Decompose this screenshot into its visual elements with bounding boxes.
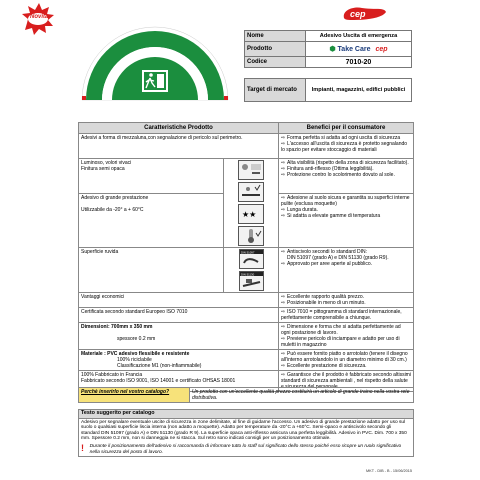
- arrow-icon: ⇨: [281, 212, 286, 219]
- takecare-icon: ⬢: [329, 46, 336, 53]
- benefit-text: ⇨ ISO 7010 = pittogramma di standard internazionale, perfettamente comprensibile a chiunque.: [281, 309, 402, 321]
- document-code: MKT - DIB - B - 15/06/2015: [366, 469, 412, 473]
- sun-fade-icon: [238, 160, 264, 180]
- table-row: [79, 293, 414, 308]
- arrow-icon: ⇨: [281, 141, 286, 147]
- benefit-text: ⇨ Adesione al suolo sicura e garantita su superfici interne pulite (esclusa moquette): [281, 194, 410, 207]
- table-row: [79, 418, 414, 457]
- insert-question: Perchè inserirlo nel vostro catalogo?: [79, 388, 190, 403]
- column-header-characteristics: Caratteristiche Prodotto: [79, 123, 279, 134]
- benefit-text: ⇨ Protezione contro lo scolorimento dovuto al sole.: [281, 172, 395, 178]
- takecare-label: Take Care: [337, 46, 371, 53]
- catalog-text-title: Testo suggerito per catalogo: [79, 410, 414, 419]
- warning-icon: !: [81, 442, 84, 453]
- arrow-icon: ⇨: [281, 300, 286, 306]
- feature-text: Vantaggi economici: [81, 294, 125, 300]
- arrow-icon: ⇨: [281, 249, 286, 255]
- insert-answer: Un prodotto con un'eccellente qualità prezzo costituirà un articolo di grande traino nella vostra rete distributiva.: [190, 388, 414, 403]
- info-row-product: [245, 42, 412, 57]
- feature-text: Fabbricato secondo ISO 9001, ISO 14001 e certificato OHSAS 18001: [81, 378, 236, 384]
- table-row: [79, 159, 414, 194]
- arrow-icon: ⇨: [281, 206, 286, 213]
- feature-icons-2: [224, 248, 279, 293]
- table-row: [79, 350, 414, 371]
- benefit-text: ⇨ Lunga durata.: [281, 206, 318, 213]
- benefit-text: ⇨ Eccellente rapporto qualità prezzo.: [281, 294, 364, 300]
- catalog-text-table: [78, 409, 414, 457]
- takecare-cep-logo: cep: [375, 46, 388, 53]
- arrow-icon: ⇨: [281, 166, 286, 172]
- info-label: Codice: [245, 57, 306, 68]
- feature-text: Finitura semi opaca: [81, 166, 125, 172]
- benefit-text: ⇨ L'accesso all'uscita di sicurezza è protetto segnalando lo spazio per evitare stoccaggio di materiali: [281, 141, 408, 153]
- feature-text: Utilizzabile da -20° a + 60°C: [81, 206, 144, 213]
- emergency-exit-sign-icon: [80, 26, 230, 102]
- benefit-text: ⇨ Posizionabile in meno di un minuto.: [281, 300, 366, 306]
- arrow-icon: ⇨: [281, 324, 286, 330]
- info-spacer: [245, 68, 412, 79]
- info-label: Prodotto: [245, 42, 306, 57]
- benefit-text: ⇨ Antiscivolo secondi lo standard DIN:: [281, 249, 368, 255]
- arrow-icon: ⇨: [281, 363, 286, 369]
- info-label: Target di mercato: [245, 79, 306, 102]
- arrow-icon: ⇨: [281, 172, 286, 178]
- table-row: [79, 308, 414, 323]
- feature-text: spessore 0.2 mm: [117, 336, 156, 342]
- svg-text:DIN 51097: DIN 51097: [240, 250, 254, 255]
- feature-text: 100% riciclabile: [117, 357, 152, 363]
- table-row: [79, 388, 414, 403]
- table-row: [79, 410, 414, 419]
- adhesion-icon: [238, 182, 264, 202]
- benefit-text: ⇨ Previene pericolo di inciampare e adatto per uso di muletti in magazzino: [281, 336, 400, 348]
- catalog-paragraph: Adesivo per segnalare eventuale uscite di sicurezza in zone delimitate, al fine di guidarne l'accesso. Un adesivo di grande prestazione adatto per uso sul suolo o qualsiasi superficie liscia interna (non adatto a moquette). Adatto per temperature da -20°C a +60°C. Semi-opaco e antiscivolo secondo gli standard DIN 51097 (grado A) e DIN 51130 (grado R 9). La superficie opaca anti-riflesso assicura una perfetta leggibilità. Adesivo in PVC. Dim. 700 x 350 mm. Spessore 0.2 mm, non si danneggia ne si stacca. Sul retro sono indicati consigli per un posizionamento ottimale.: [81, 419, 407, 442]
- arrow-icon: ⇨: [281, 160, 286, 166]
- catalog-note-text: Durante il posizionamento dell'adesivo si raccomanda di informare tutto lo staff sul significato dello stesso poiché esso ricopre un ruolo significativo nella sicurezza del posto di lavoro.: [89, 443, 402, 455]
- feature-text: Materiale : PVC adesivo flessibile e resistente: [81, 351, 190, 357]
- feature-text: Certificata secondo standard Europeo ISO 7010: [81, 309, 188, 315]
- benefit-text: ⇨ Forma perfetta si adatta ad ogni uscita di sicurezza: [281, 135, 401, 141]
- feature-text: Classificazione M1 (non-infiammabile): [117, 363, 202, 369]
- novita-label: Novità: [30, 14, 49, 20]
- arrow-icon: ⇨: [281, 351, 286, 357]
- benefit-text: ⇨ Dimensione e forma che si adatta perfettamente ad ogni postazione di lavoro.: [281, 324, 401, 336]
- takecare-logo: [306, 42, 412, 57]
- durability-icon: [238, 204, 264, 224]
- info-value: 7010-20: [306, 57, 412, 68]
- benefit-text: DIN 51097 (grado A) e DIN 51130 (grado R9).: [287, 255, 389, 261]
- benefit-text: ⇨ Approvato per aree aperte al pubblico.: [281, 261, 373, 267]
- feature-text: Dimensioni: 700mm x 350 mm: [81, 324, 153, 330]
- benefit-text: ⇨ Garantisce che il prodotto è fabbricato secondo altissimi standard di sicurezza ambientali , nel rispetto della salute e sicurezza del personale.: [281, 372, 411, 390]
- benefit-text: ⇨ Può essere fornito piatto o arrotolato (tenere il disegno all'interno arrotolandolo in un diametro minimo di 30 cm.): [281, 351, 408, 363]
- svg-text:★★: ★★: [242, 210, 257, 219]
- info-label: Nome: [245, 31, 306, 42]
- cep-logo: [338, 4, 388, 24]
- arrow-icon: ⇨: [281, 194, 286, 201]
- table-row: [79, 248, 414, 293]
- table-row: [79, 134, 414, 159]
- info-value: Adesivo Uscita di emergenza: [306, 31, 412, 42]
- info-value: Impianti, magazzini, edifici pubblici: [306, 79, 412, 102]
- novita-badge: [16, 2, 86, 36]
- arrow-icon: ⇨: [281, 261, 286, 267]
- takecare-brand: [329, 46, 387, 53]
- arrow-icon: ⇨: [281, 372, 286, 378]
- feature-text: Superficie ruvida: [81, 249, 119, 255]
- novita-star-icon: [16, 2, 86, 36]
- info-row-name: [245, 31, 412, 42]
- din-51130-icon: [239, 271, 264, 291]
- table-row: [79, 323, 414, 350]
- characteristics-table: [78, 122, 414, 392]
- benefit-text: ⇨ Finitura anti-riflesso (Ottima leggibilità).: [281, 166, 374, 172]
- catalog-note: [81, 444, 411, 455]
- feature-text: Luminoso, volori vivaci: [81, 160, 132, 166]
- arrow-icon: ⇨: [281, 336, 286, 342]
- benefit-text: ⇨ Eccellente prestazione di sicurezza.: [281, 363, 367, 369]
- benefit-text: ⇨ Si adatta a elevate gamme di temperatura: [281, 212, 381, 219]
- column-header-benefits: Benefici per il consumatore: [279, 123, 414, 134]
- feature-text: Adesivo di grande prestazione: [81, 194, 149, 201]
- feature-icons-1: [224, 159, 279, 248]
- temperature-icon: [238, 226, 264, 246]
- emergency-exit-sign: [80, 26, 230, 102]
- arrow-icon: ⇨: [281, 135, 286, 141]
- arrow-icon: ⇨: [281, 294, 286, 300]
- info-row-code: [245, 57, 412, 68]
- catalog-insert-table: [78, 387, 414, 403]
- svg-text:DIN 51130: DIN 51130: [240, 272, 254, 277]
- cep-logo-icon: [338, 4, 388, 24]
- info-row-target: [245, 79, 412, 102]
- table-header-row: [79, 123, 414, 134]
- cep-logo-text: cep: [350, 9, 366, 19]
- din-51097-icon: [239, 249, 264, 269]
- product-info-table: [244, 30, 412, 102]
- feature-text: 100% Fabbricato in Francia: [81, 372, 143, 378]
- benefit-text: ⇨ Alta visibilità (rispetto della zona di sicurezza facilitato).: [281, 160, 409, 166]
- feature-text: Adesivi a forma di mezzaluna,con segnalazione di pericolo sul perimetro.: [81, 135, 243, 141]
- arrow-icon: ⇨: [281, 309, 286, 315]
